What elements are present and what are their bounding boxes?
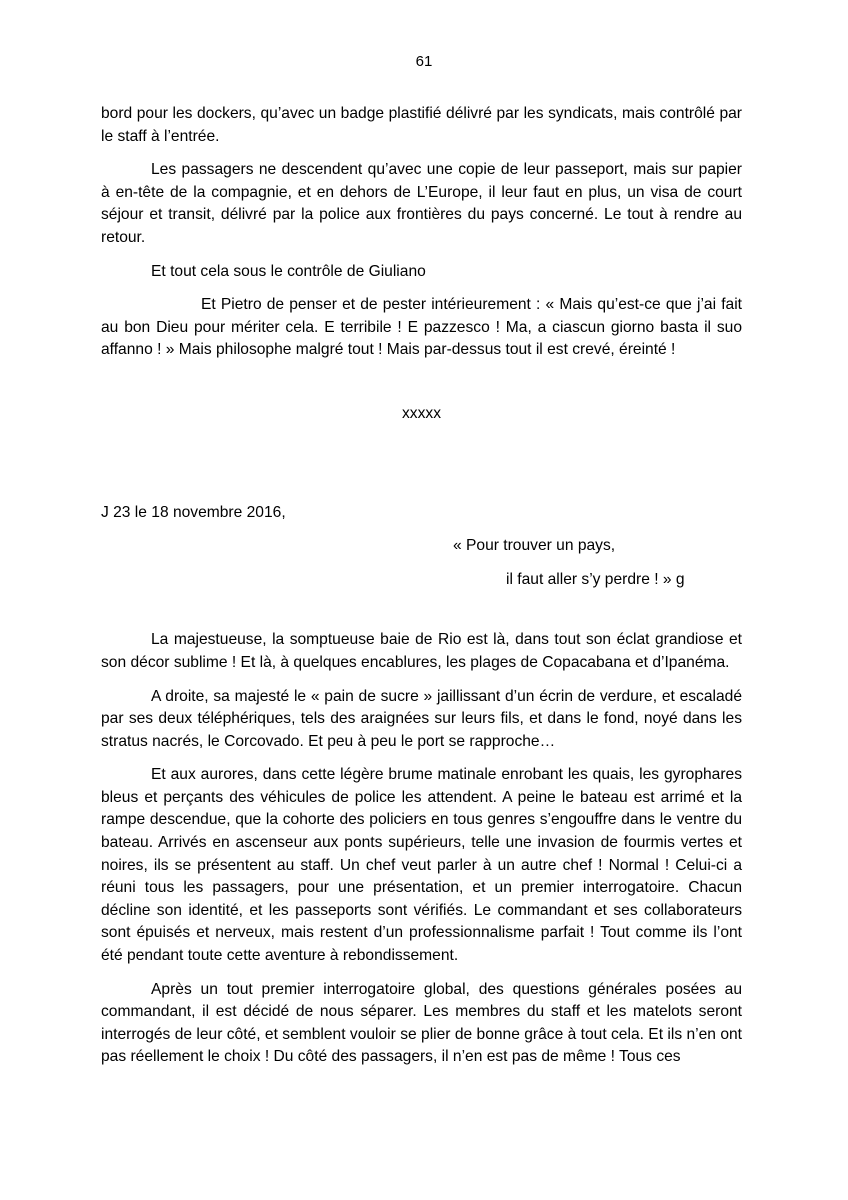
paragraph-interrogation: Après un tout premier interrogatoire global, des questions générales posées au commandant, il est décidé de nous séparer. Les membres du staff et les matelots seront interrogés de leur côté, et semblent vouloir se plier de bonne grâce à tout cela. Et ils n’en ont pas réellement le choix ! Du côté des passagers, il n’en est pas de même ! Tous ces <box>101 980 742 1066</box>
paragraph-passengers: Les passagers ne descendent qu’avec une copie de leur passeport, mais sur papier à en-tête de la compagnie, et en dehors de L’Europe, il leur faut en plus, un visa de court séjour et transit, délivré par la police aux frontières du pays concerné. Le tout à rendre au retour. <box>101 161 742 246</box>
paragraph-pietro: Et Pietro de penser et de pester intérieurement : « Mais qu’est-ce que j’ai fait au bon Dieu pour mériter cela. E terribile ! E pazzesco ! Ma, a ciascun giorno basta il suo affanno ! » Mais philosophe malgré tout ! Mais par-dessus tout il est crevé, éreinté ! <box>101 296 742 359</box>
epigraph-line-1: « Pour trouver un pays, <box>453 537 616 555</box>
paragraph-police-arrival: Et aux aurores, dans cette légère brume matinale enrobant les quais, les gyrophares bleus et perçants des véhicules de police les attendent. A peine le bateau est arrimé et la rampe descendue, que la cohorte des policiers en tous genres s’engouffre dans le ventre du bateau. Arrivés en ascenseur aux ponts supérieurs, telle une invasion de fourmis vertes et noires, ils se présentent au staff. Un chef veut parler à un autre chef ! Normal ! Celui-ci a réuni tous les passagers, pour une présentation, et un premier interrogatoire. Chacun décline son identité, et les passeports sont vérifiés. Le commandant et ses collaborateurs sont épuisés et nerveux, mais restent d’un professionnalisme parfait ! Tout comme ils l’ont été pendant toute cette aventure à rebondissement. <box>101 766 742 965</box>
epigraph-line-2: il faut aller s’y perdre ! » g <box>506 570 685 588</box>
paragraph-rio-bay: La majestueuse, la somptueuse baie de Rio est là, dans tout son éclat grandiose et son décor sublime ! Et là, à quelques encablures, les plages de Copacabana et d’Ipanéma. <box>101 631 742 671</box>
paragraph-giuliano: Et tout cela sous le contrôle de Giuliano <box>151 262 426 280</box>
paragraph-continuation: bord pour les dockers, qu’avec un badge plastifié délivré par les syndicats, mais contrôlé par le staff à l’entrée. <box>101 105 742 145</box>
section-separator: xxxxx <box>402 404 441 422</box>
date-line: J 23 le 18 novembre 2016, <box>101 503 286 521</box>
paragraph-sugarloaf: A droite, sa majesté le « pain de sucre » jaillissant d’un écrin de verdure, et escaladé par ses deux téléphériques, tels des araignées sur leurs fils, et dans le fond, noyé dans les stratus nacrés, le Corcovado. Et peu à peu le port se rapproche… <box>101 687 742 750</box>
page-body <box>101 103 742 1080</box>
page-number: 61 <box>415 53 433 70</box>
